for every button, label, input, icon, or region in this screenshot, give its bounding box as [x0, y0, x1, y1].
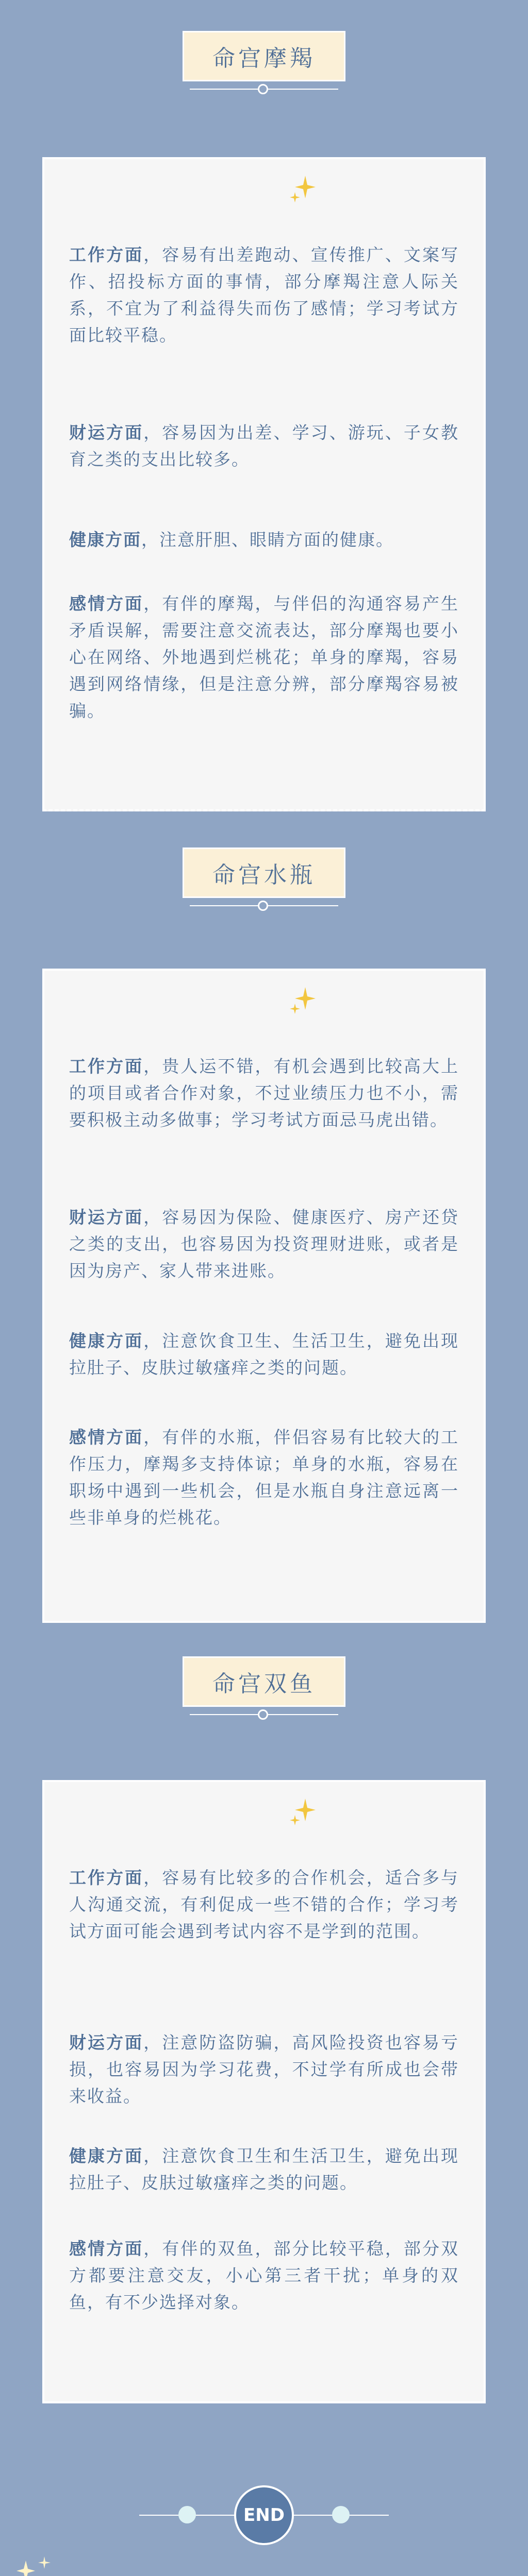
- para-text: ，注意防盗防骗，高风险投资也容易亏损，也容易因为学习花费，不过学有所成也会带来收益。: [69, 2032, 459, 2106]
- para-label: 健康方面: [69, 530, 141, 550]
- para-text: ，有伴的水瓶，伴侣容易有比较大的工作压力，摩羯多支持体谅；单身的水瓶，容易在职场中遇到一些机会，但是水瓶自身注意远离一些非单身的烂桃花。: [69, 1427, 459, 1528]
- end-ornament: [0, 2483, 528, 2545]
- paragraph: [69, 1328, 459, 1381]
- paragraph: [69, 590, 459, 724]
- paragraph: [69, 2143, 459, 2196]
- para-label: 工作方面: [69, 1056, 144, 1076]
- paragraph: [69, 2029, 459, 2110]
- ring-ornament: [258, 901, 268, 911]
- card-aquarius: [42, 969, 486, 1623]
- section-title-tag: [183, 31, 345, 81]
- dot-ornament: [332, 2506, 350, 2523]
- paragraph: [69, 1204, 459, 1284]
- sparkle-icon: [287, 174, 318, 205]
- para-text: ，容易有出差跑动、宣传推广、文案写作、招投标方面的事情，部分摩羯注意人际关系，不宜为了利益得失而伤了感情；学习考试方面比较平稳。: [69, 245, 459, 345]
- paragraph: [69, 527, 459, 553]
- paragraph: [69, 2235, 459, 2316]
- para-text: ，注意饮食卫生、生活卫生，避免出现拉肚子、皮肤过敏瘙痒之类的问题。: [69, 1331, 459, 1378]
- para-label: 健康方面: [69, 2146, 144, 2166]
- para-label: 工作方面: [69, 245, 144, 265]
- para-label: 健康方面: [69, 1331, 144, 1351]
- card-capricorn: [42, 157, 486, 811]
- sparkle-icon: [15, 2555, 57, 2576]
- para-text: ，容易因为保险、健康医疗、房产还贷之类的支出，也容易因为投资理财进账，或者是因为房产、家人带来进账。: [69, 1207, 459, 1281]
- end-badge: [234, 2485, 294, 2545]
- paragraph: [69, 242, 459, 349]
- end-label: END: [243, 2505, 285, 2526]
- para-text: ，注意饮食卫生和生活卫生，避免出现拉肚子、皮肤过敏瘙痒之类的问题。: [69, 2146, 459, 2193]
- sparkle-icon: [287, 1797, 318, 1827]
- card-pisces: [42, 1780, 486, 2403]
- para-label: 财运方面: [69, 2032, 144, 2053]
- section-title: 命宫摩羯: [212, 45, 316, 72]
- paragraph: [69, 1053, 459, 1133]
- dot-ornament: [178, 2506, 196, 2523]
- ring-ornament: [258, 1709, 268, 1720]
- para-label: 财运方面: [69, 422, 144, 443]
- para-label: 感情方面: [69, 1427, 144, 1447]
- section-title-tag: [183, 1656, 345, 1707]
- para-text: ，容易因为出差、学习、游玩、子女教育之类的支出比较多。: [69, 422, 459, 469]
- ring-ornament: [258, 84, 268, 94]
- paragraph: [69, 1424, 459, 1531]
- para-text: ，贵人运不错，有机会遇到比较高大上的项目或者合作对象，不过业绩压力也不小，需要积极主动多做事；学习考试方面忌马虎出错。: [69, 1056, 459, 1130]
- paragraph: [69, 1865, 459, 1945]
- para-label: 工作方面: [69, 1868, 144, 1888]
- paragraph: [69, 419, 459, 473]
- para-text: ，有伴的摩羯，与伴侣的沟通容易产生矛盾误解，需要注意交流表达，部分摩羯也要小心在网络、外地遇到烂桃花；单身的摩羯，容易遇到网络情缘，但是注意分辨，部分摩羯容易被骗。: [69, 594, 459, 721]
- para-text: ，容易有比较多的合作机会，适合多与人沟通交流，有利促成一些不错的合作；学习考试方面可能会遇到考试内容不是学到的范围。: [69, 1868, 459, 1941]
- para-label: 感情方面: [69, 594, 144, 614]
- para-label: 财运方面: [69, 1207, 144, 1227]
- para-label: 感情方面: [69, 2239, 144, 2259]
- section-title-tag: [183, 848, 345, 898]
- para-text: ，有伴的双鱼，部分比较平稳，部分双方都要注意交友，小心第三者干扰；单身的双鱼，有不少选择对象。: [69, 2239, 459, 2312]
- section-title: 命宫双鱼: [212, 1671, 316, 1697]
- sparkle-icon: [287, 985, 318, 1016]
- para-text: ，注意肝胆、眼睛方面的健康。: [141, 530, 394, 550]
- section-title: 命宫水瓶: [212, 862, 316, 888]
